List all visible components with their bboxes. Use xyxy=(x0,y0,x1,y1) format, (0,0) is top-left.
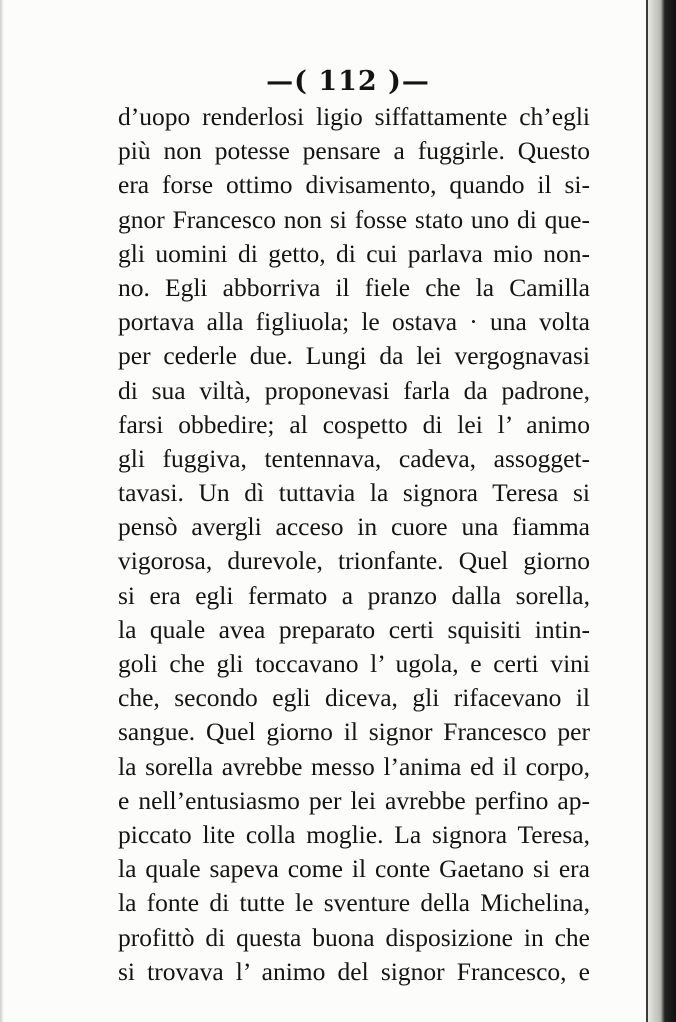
text-line: era forse ottimo divisamento, quando il si- xyxy=(118,170,590,200)
text-line: tavasi. Un dì tuttavia la signora Teresa si xyxy=(118,478,590,508)
body-text xyxy=(118,100,590,989)
text-line: goli che gli toccavano l’ ugola, e certi vini xyxy=(118,649,590,678)
text-line: e nell’entusiasmo per lei avrebbe perfino ap- xyxy=(118,785,590,815)
text-line: piccato lite colla moglie. La signora Teresa, xyxy=(118,819,590,849)
text-line: no. Egli abborriva il fiele che la Camilla xyxy=(118,272,590,302)
text-line: d’uopo renderlosi ligio siffattamente ch’egli xyxy=(118,102,590,131)
text-line: più non potesse pensare a fuggirle. Questo xyxy=(118,136,590,166)
text-line: la quale sapeva come il conte Gaetano si era xyxy=(118,854,590,884)
text-line: gnor Francesco non si fosse stato uno di que- xyxy=(118,204,590,234)
text-line: farsi obbedire; al cospetto di lei l’ animo xyxy=(118,409,590,439)
text-line: vigorosa, durevole, trionfante. Quel giorno xyxy=(118,546,590,576)
text-line: gli fuggiva, tentennava, cadeva, assogget- xyxy=(118,443,590,473)
text-line: portava alla figliuola; le ostava · una volta xyxy=(118,307,590,337)
text-line: sangue. Quel giorno il signor Francesco per xyxy=(118,717,590,747)
text-line: pensò avergli acceso in cuore una fiamma xyxy=(118,512,590,542)
text-line: si era egli fermato a pranzo dalla sorella, xyxy=(118,580,590,610)
page-right-edge xyxy=(648,0,676,1022)
text-line: che, secondo egli diceva, gli rifacevano il xyxy=(118,683,590,713)
text-line: gli uomini di getto, di cui parlava mio non- xyxy=(118,238,590,268)
text-line: di sua viltà, proponevasi farla da padrone, xyxy=(118,375,590,405)
text-line: la sorella avrebbe messo l’anima ed il corpo, xyxy=(118,751,590,781)
text-line: profittò di questa buona disposizione in che xyxy=(118,922,590,952)
page-left-edge xyxy=(0,0,4,1022)
text-line: la quale avea preparato certi squisiti intin- xyxy=(118,614,590,644)
page-number: —( 112 )— xyxy=(266,66,430,97)
text-line: si trovava l’ animo del signor Francesco, e xyxy=(118,956,590,986)
text-line: la fonte di tutte le sventure della Michelina, xyxy=(118,888,590,918)
text-line: per cederle due. Lungi da lei vergognavasi xyxy=(118,341,590,371)
